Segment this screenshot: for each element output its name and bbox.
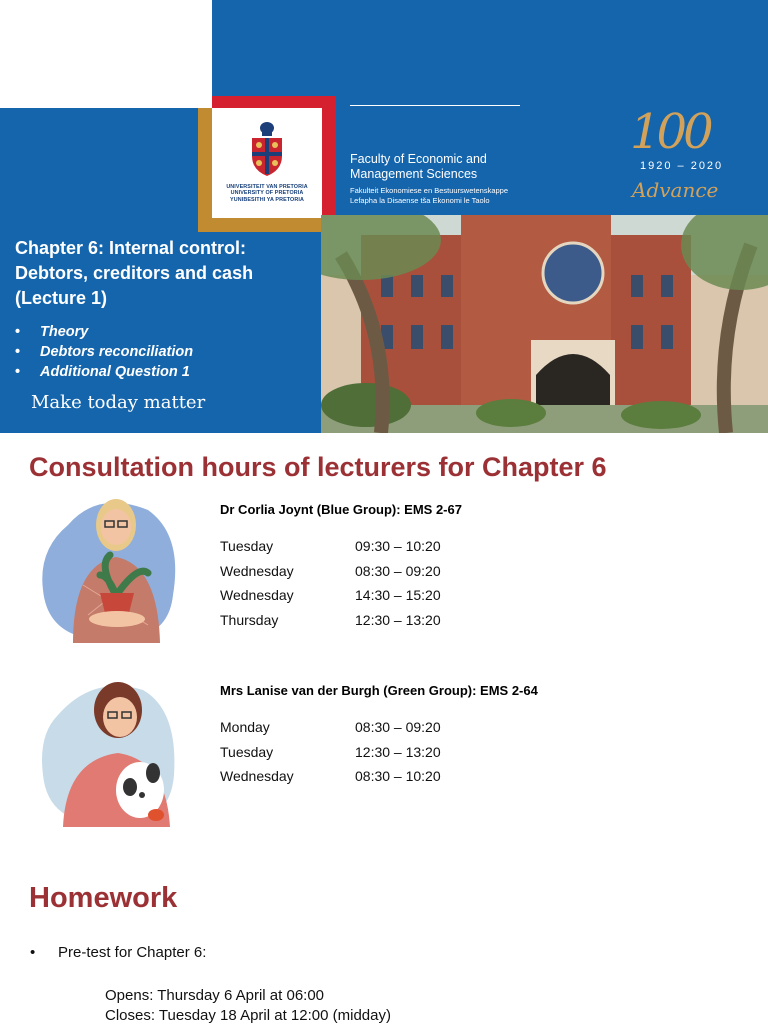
pretest-opens: Opens: Thursday 6 April at 06:00 bbox=[105, 987, 325, 1004]
tagline: Make today matter bbox=[31, 392, 206, 413]
consultation-schedule bbox=[220, 715, 441, 789]
faculty-name-translations: Fakulteit Ekonomiese en Bestuurswetenskappe Lefapha la Disaense tša Ekonomi le Taolo bbox=[350, 186, 509, 205]
consultation-schedule bbox=[220, 534, 441, 632]
schedule-row: Monday 08:30 – 09:20 bbox=[220, 719, 441, 736]
schedule-row: Tuesday 12:30 – 13:20 bbox=[220, 743, 441, 760]
schedule-row: Wednesday 08:30 – 09:20 bbox=[220, 562, 441, 579]
faculty-divider bbox=[350, 105, 520, 106]
homework-heading: Homework bbox=[29, 882, 178, 914]
university-crest-icon bbox=[248, 118, 286, 178]
consultation-heading: Consultation hours of lecturers for Chapter 6 bbox=[29, 452, 607, 482]
schedule-row: Thursday 12:30 – 13:20 bbox=[220, 611, 441, 628]
header-banner bbox=[0, 0, 768, 433]
schedule-row: Tuesday 09:30 – 10:20 bbox=[220, 538, 441, 555]
topic-item: • Theory bbox=[15, 324, 89, 340]
topic-list bbox=[15, 322, 193, 382]
accent-bar-red-vertical bbox=[322, 96, 336, 216]
topic-item: • Additional Question 1 bbox=[15, 364, 190, 380]
pretest-dates bbox=[105, 986, 391, 1026]
woman-with-plant-avatar-icon bbox=[38, 495, 180, 643]
university-name: UNIVERSITEIT VAN PRETORIA UNIVERSITY OF PRETORIA YUNIBESITHI YA PRETORIA bbox=[226, 184, 308, 203]
faculty-name: Faculty of Economic and Management Sciences bbox=[350, 152, 487, 181]
woman-with-dog-avatar-icon bbox=[38, 675, 180, 827]
schedule-row: Wednesday 08:30 – 10:20 bbox=[220, 768, 441, 785]
homework-item: • Pre-test for Chapter 6: bbox=[30, 944, 207, 961]
topic-item: • Debtors reconciliation bbox=[15, 344, 194, 360]
schedule-row: Wednesday 14:30 – 15:20 bbox=[220, 587, 441, 604]
centenary-word: Advance bbox=[632, 178, 719, 202]
pretest-closes: Closes: Tuesday 18 April at 12:00 (midday) bbox=[105, 1007, 391, 1024]
lecturer-name: Mrs Lanise van der Burgh (Green Group): EMS 2-64 bbox=[220, 683, 538, 698]
centenary-years: 1920 – 2020 bbox=[640, 160, 724, 172]
chapter-title: Chapter 6: Internal control: Debtors, creditors and cash (Lecture 1) bbox=[15, 238, 254, 308]
lecturer-name: Dr Corlia Joynt (Blue Group): EMS 2-67 bbox=[220, 502, 462, 517]
campus-building-photo bbox=[321, 215, 768, 433]
centenary-number: 100 bbox=[630, 104, 710, 160]
